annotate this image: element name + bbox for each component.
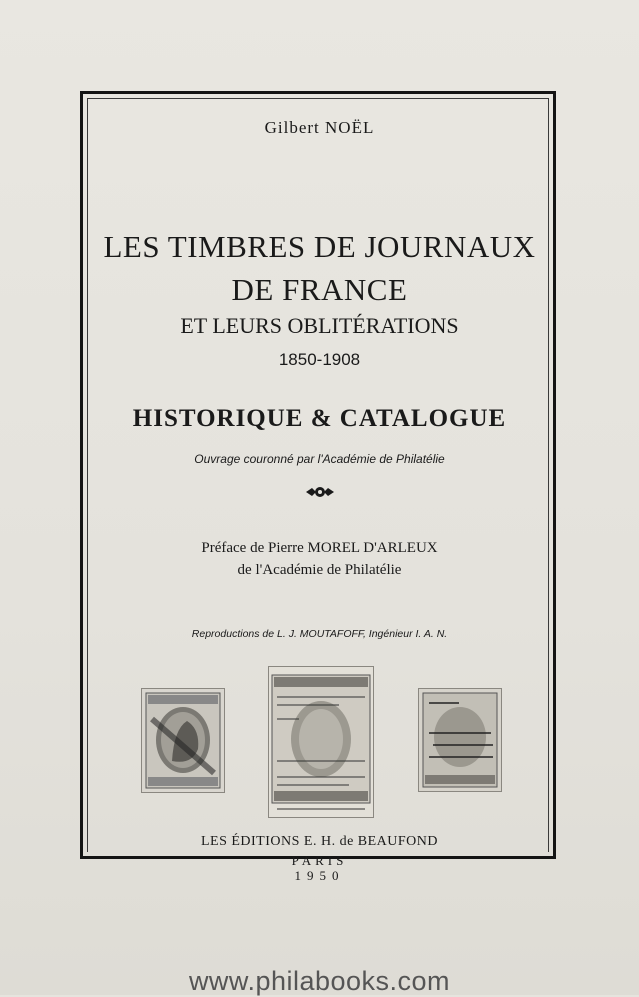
years-range: 1850-1908 xyxy=(278,350,361,369)
publication-year: 1950 xyxy=(294,868,345,883)
title-line-3: ET LEURS OBLITÉRATIONS xyxy=(180,313,459,338)
preface-line-1: Préface de Pierre MOREL D'ARLEUX xyxy=(201,540,438,556)
award-note: Ouvrage couronné par l'Académie de Philatélie xyxy=(194,452,445,466)
stamp-overprint-image xyxy=(418,688,502,792)
title-line-1: LES TIMBRES DE JOURNAUX xyxy=(103,229,536,264)
stamp-napoleon-image xyxy=(141,688,225,793)
publisher-name: LES ÉDITIONS E. H. de BEAUFOND xyxy=(200,834,439,849)
subtitle: HISTORIQUE & CATALOGUE xyxy=(132,405,507,432)
ornament-icon xyxy=(306,485,334,499)
pencil-inscription xyxy=(229,6,530,52)
website-watermark[interactable]: www.philabooks.com xyxy=(188,966,451,996)
preface-line-2: de l'Académie de Philatélie xyxy=(237,562,402,578)
stamp-newspaper-image xyxy=(268,666,374,818)
title-line-2: DE FRANCE xyxy=(231,272,408,307)
author-name: Gilbert NOËL xyxy=(264,118,375,137)
publisher-city: PARIS xyxy=(291,853,348,868)
reproductions-credit: Reproductions de L. J. MOUTAFOFF, Ingénieur I. A. N. xyxy=(191,628,448,640)
